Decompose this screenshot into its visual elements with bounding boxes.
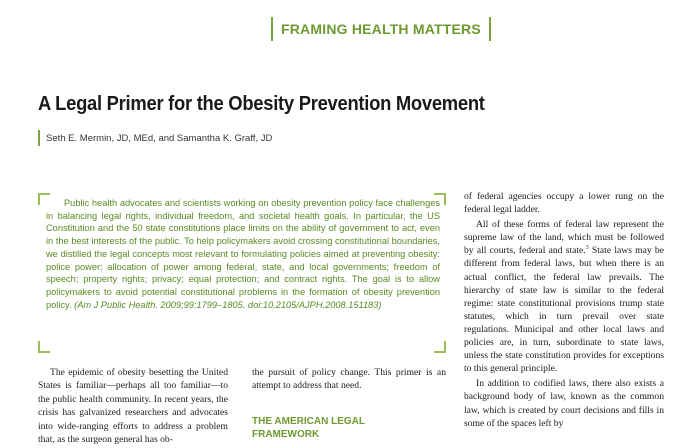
author-names: Seth E. Mermin, JD, MEd, and Samantha K. Graff, JD (46, 132, 273, 144)
right-paragraph-3: In addition to codified laws, there also exists a background body of law, known as the common law, which is created by court decisions and fills in some of the spaces left by (464, 378, 664, 429)
right-paragraph-2-part-2: State laws may be different from federal laws, but when there is an actual conflict, the federal law prevails. The hierarchy of state law is similar to the federal regime: state constitutional provisions trump state statutes, which in turn prevail over state regulations. Municipal and other local laws and policies are, in turn, subordinate to state laws, unless the state constitution provides for exceptions to this general principle. (464, 245, 664, 375)
body-column-right (464, 190, 664, 430)
right-paragraph-1: of federal agencies occupy a lower rung on the federal legal ladder. (464, 191, 664, 216)
body-column-middle (252, 366, 446, 441)
footnote-ref[interactable]: 3 (585, 245, 589, 252)
abstract-citation: (Am J Public Health. 2009;99:1799–1805. doi:10.2105/AJPH.2008.151183) (74, 299, 382, 310)
abstract-box (38, 193, 446, 353)
byline-rule (38, 130, 40, 146)
section-header (271, 16, 491, 42)
right-paragraph-2-part-1: All of these forms of federal law represent the supreme law of the land, which must be followed by all courts, federal and state. (464, 219, 664, 257)
body-column-left: The epidemic of obesity besetting the United States is familiar—perhaps all too familiar—to the public health community. In recent years, the crisis has galvanized researchers and advocates into wide-ranging efforts to address a problem that, as the surgeon general has ob- (38, 367, 228, 446)
abstract-corner-bottom-left (38, 341, 50, 353)
middle-paragraph: the pursuit of policy change. This primer is an attempt to address that need. (252, 367, 446, 392)
article-title: A Legal Primer for the Obesity Prevention Movement (38, 93, 485, 115)
author-byline (38, 130, 272, 146)
section-heading: THE AMERICAN LEGAL FRAMEWORK (252, 415, 365, 440)
section-label: FRAMING HEALTH MATTERS (281, 21, 481, 37)
abstract-corner-bottom-right (434, 341, 446, 353)
abstract-body: Public health advocates and scientists working on obesity prevention policy face challenges in balancing legal rights, individual freedom, and societal health goals. In particular, the US Constitution and the 50 state constitutions place limits on the ability of government to act, even in the best interests of the public. To help policymakers avoid crossing constitutional boundaries, we distilled the legal concepts most relevant to formulating policies aimed at preventing obesity: police power; allocation of power among federal, state, and local governments; freedom of speech; property rights; privacy; equal protection; and contract rights. The goal is to allow policymakers to avoid potential constitutional problems in the formation of obesity prevention policy. (46, 198, 440, 310)
right-paragraph-2 (464, 218, 664, 375)
abstract-text (46, 197, 440, 311)
section-header-right-rule (489, 17, 491, 41)
